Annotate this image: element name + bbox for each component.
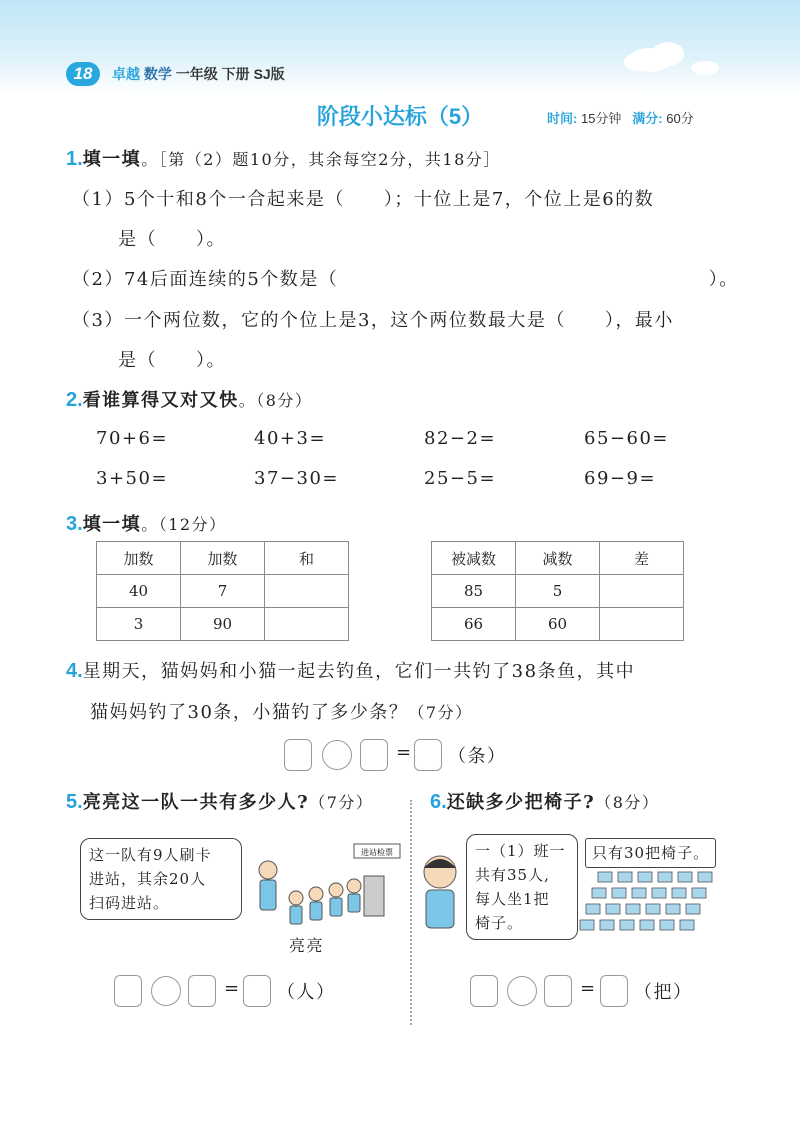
q1-item-1b: 是（ ）。 (118, 229, 226, 250)
equals-sign: = (580, 978, 597, 999)
unit-label: （把） (634, 982, 693, 1003)
series-label: 卓越 数学 一年级 下册 SJ版 (112, 66, 285, 82)
q1-item-3b: 是（ ）。 (118, 350, 226, 371)
q2-expr: 25−5= (424, 468, 497, 489)
q2-expr: 82−2= (424, 428, 497, 449)
cloud-icon (610, 30, 730, 80)
equals-sign: = (224, 978, 241, 999)
q5-speech-bubble: 这一队有9人刷卡 进站，其余20人 扫码进站。 (80, 838, 242, 920)
table-cell: 90 (181, 608, 265, 641)
operator-circle[interactable] (507, 976, 537, 1006)
table-cell: 85 (432, 575, 516, 608)
operator-circle[interactable] (151, 976, 181, 1006)
q2-expr: 3+50= (96, 468, 169, 489)
q2-expr: 65−60= (584, 428, 669, 449)
answer-box[interactable] (360, 739, 388, 771)
chairs-illustration (578, 868, 728, 948)
table-cell: 60 (516, 608, 600, 641)
q3-heading: 3.填一填。（12分） (66, 513, 227, 535)
table-cell: 7 (181, 575, 265, 608)
answer-cell[interactable] (265, 608, 349, 641)
answer-cell[interactable] (600, 575, 684, 608)
q5-heading: 5.亮亮这一队一共有多少人?（7分） (66, 791, 374, 813)
table-cell: 40 (97, 575, 181, 608)
answer-box[interactable] (600, 975, 628, 1007)
operator-circle[interactable] (322, 740, 352, 770)
answer-box[interactable] (243, 975, 271, 1007)
q1-item-2: （2）74后面连续的5个数是（ ）。 (72, 269, 739, 290)
q6-speech-bubble: 一（1）班一 共有35人, 每人坐1把 椅子。 (466, 834, 578, 940)
answer-box[interactable] (414, 739, 442, 771)
subtraction-table (431, 541, 684, 641)
q6-heading: 6.还缺多少把椅子?（8分） (430, 791, 660, 813)
q1-item-1a: （1）5个十和8个一合起来是（ ）；十位上是7，个位上是6的数 (72, 189, 655, 210)
q2-expr: 70+6= (96, 428, 169, 449)
answer-box[interactable] (188, 975, 216, 1007)
table-header: 和 (265, 542, 349, 575)
q1-item-3a: （3）一个两位数，它的个位上是3，这个两位数最大是（ ），最小 (72, 310, 674, 331)
table-header: 减数 (516, 542, 600, 575)
page-number: 18 (66, 62, 100, 86)
character-name: 亮亮 (289, 936, 325, 955)
unit-label: （条） (448, 746, 507, 767)
answer-cell[interactable] (600, 608, 684, 641)
boy-illustration (412, 850, 468, 940)
q2-heading: 2.看谁算得又对又快。（8分） (66, 389, 313, 411)
test-meta: 时间: 15分钟 满分: 60分 (547, 111, 694, 126)
q4-line2: 猫妈妈钓了30条，小猫钓了多少条？（7分） (90, 702, 473, 723)
q2-expr: 69−9= (584, 468, 657, 489)
table-header: 差 (600, 542, 684, 575)
addition-table (96, 541, 349, 641)
equals-sign: = (396, 742, 413, 763)
table-cell: 66 (432, 608, 516, 641)
q4-line1: 4.星期天，猫妈妈和小猫一起去钓鱼，它们一共钓了38条鱼，其中 (66, 660, 636, 682)
unit-label: （人） (277, 982, 336, 1003)
q2-expr: 40+3= (254, 428, 327, 449)
table-cell: 5 (516, 575, 600, 608)
table-header: 被减数 (432, 542, 516, 575)
answer-box[interactable] (470, 975, 498, 1007)
q1-heading: 1.填一填。［第（2）题10分，其余每空2分，共18分］ (66, 148, 501, 170)
chair-note: 只有30把椅子。 (585, 838, 716, 868)
table-header: 加数 (97, 542, 181, 575)
answer-box[interactable] (114, 975, 142, 1007)
table-header: 加数 (181, 542, 265, 575)
answer-box[interactable] (284, 739, 312, 771)
answer-box[interactable] (544, 975, 572, 1007)
table-cell: 3 (97, 608, 181, 641)
queue-of-people-illustration (246, 840, 406, 930)
page-title: 阶段小达标（5） (316, 104, 484, 129)
q2-expr: 37−30= (254, 468, 339, 489)
station-sign: 进站检票 (361, 848, 393, 857)
answer-cell[interactable] (265, 575, 349, 608)
